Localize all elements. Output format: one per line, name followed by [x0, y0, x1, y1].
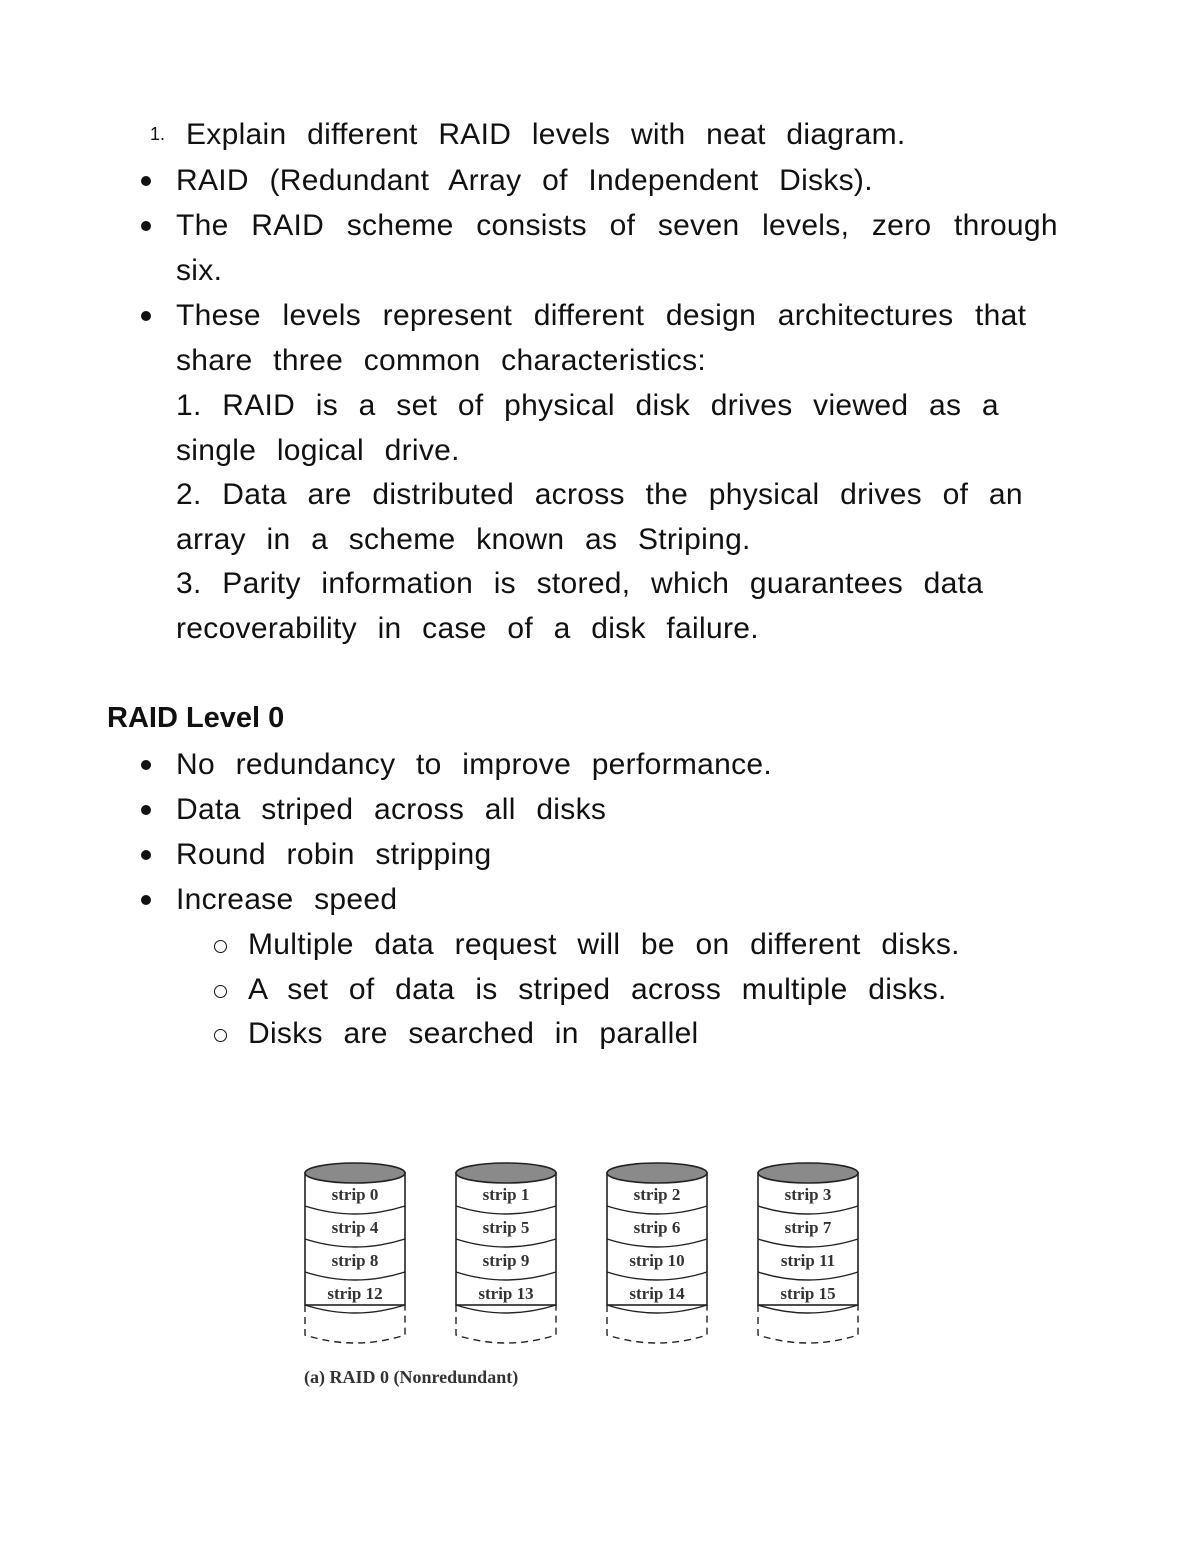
strip-label: strip 2 [633, 1185, 681, 1204]
raid0-sub-bullet-2: A set of data is striped across multiple disks. [248, 973, 947, 1006]
characteristic-3-cont: recoverability in case of a disk failure. [176, 612, 759, 645]
sub-bullet-circle [214, 985, 227, 998]
strip-label: strip 0 [331, 1185, 379, 1204]
sub-bullet-circle [214, 1029, 227, 1042]
strip-label: strip 14 [629, 1284, 685, 1303]
diagram-caption: (a) RAID 0 (Nonredundant) [304, 1367, 519, 1387]
intro-bullet-3: These levels represent different design architectures that [176, 299, 1027, 332]
strip-label: strip 11 [780, 1251, 836, 1270]
bullet-dot [141, 176, 151, 186]
strip-label: strip 12 [327, 1284, 383, 1303]
bullet-dot [141, 221, 151, 231]
intro-bullet-1: RAID (Redundant Array of Independent Disks). [176, 164, 873, 197]
section-heading: RAID Level 0 [107, 702, 285, 734]
strip-label: strip 8 [331, 1251, 379, 1270]
raid0-bullet-3: Round robin stripping [176, 838, 492, 871]
characteristic-2-cont: array in a scheme known as Striping. [176, 523, 751, 556]
raid0-bullet-4: Increase speed [176, 883, 398, 916]
strip-label: strip 15 [780, 1284, 836, 1303]
intro-bullet-2-cont: six. [176, 254, 223, 287]
raid0-diagram [300, 1155, 870, 1360]
disk-cylinder [758, 1163, 858, 1343]
strip-label: strip 1 [482, 1185, 530, 1204]
strip-label: strip 13 [478, 1284, 534, 1303]
characteristic-1-cont: single logical drive. [176, 434, 460, 467]
raid0-bullet-2: Data striped across all disks [176, 793, 607, 826]
sub-bullet-circle [214, 940, 227, 953]
bullet-dot [141, 850, 151, 860]
disk-cylinder [305, 1163, 405, 1343]
characteristic-1: 1. RAID is a set of physical disk drives viewed as a [176, 389, 999, 422]
strip-label: strip 9 [482, 1251, 530, 1270]
disk-cylinder [607, 1163, 707, 1343]
question-number: 1. [150, 124, 166, 144]
strip-label: strip 7 [784, 1218, 832, 1237]
bullet-dot [141, 311, 151, 321]
strip-label: strip 10 [629, 1251, 685, 1270]
intro-bullet-2: The RAID scheme consists of seven levels, zero through [176, 209, 1058, 242]
raid0-sub-bullet-1: Multiple data request will be on different disks. [248, 928, 960, 961]
strip-label: strip 4 [331, 1218, 379, 1237]
characteristic-2: 2. Data are distributed across the physical drives of an [176, 478, 1023, 511]
disk-cylinder [456, 1163, 556, 1343]
characteristic-3: 3. Parity information is stored, which guarantees data [176, 567, 984, 600]
intro-bullet-3-cont: share three common characteristics: [176, 344, 707, 377]
raid0-bullet-1: No redundancy to improve performance. [176, 748, 773, 781]
bullet-dot [141, 805, 151, 815]
bullet-dot [141, 895, 151, 905]
strip-label: strip 3 [784, 1185, 832, 1204]
raid0-sub-bullet-3: Disks are searched in parallel [248, 1017, 699, 1050]
bullet-dot [141, 760, 151, 770]
question-text: Explain different RAID levels with neat diagram. [186, 118, 906, 151]
strip-label: strip 6 [633, 1218, 681, 1237]
strip-label: strip 5 [482, 1218, 530, 1237]
